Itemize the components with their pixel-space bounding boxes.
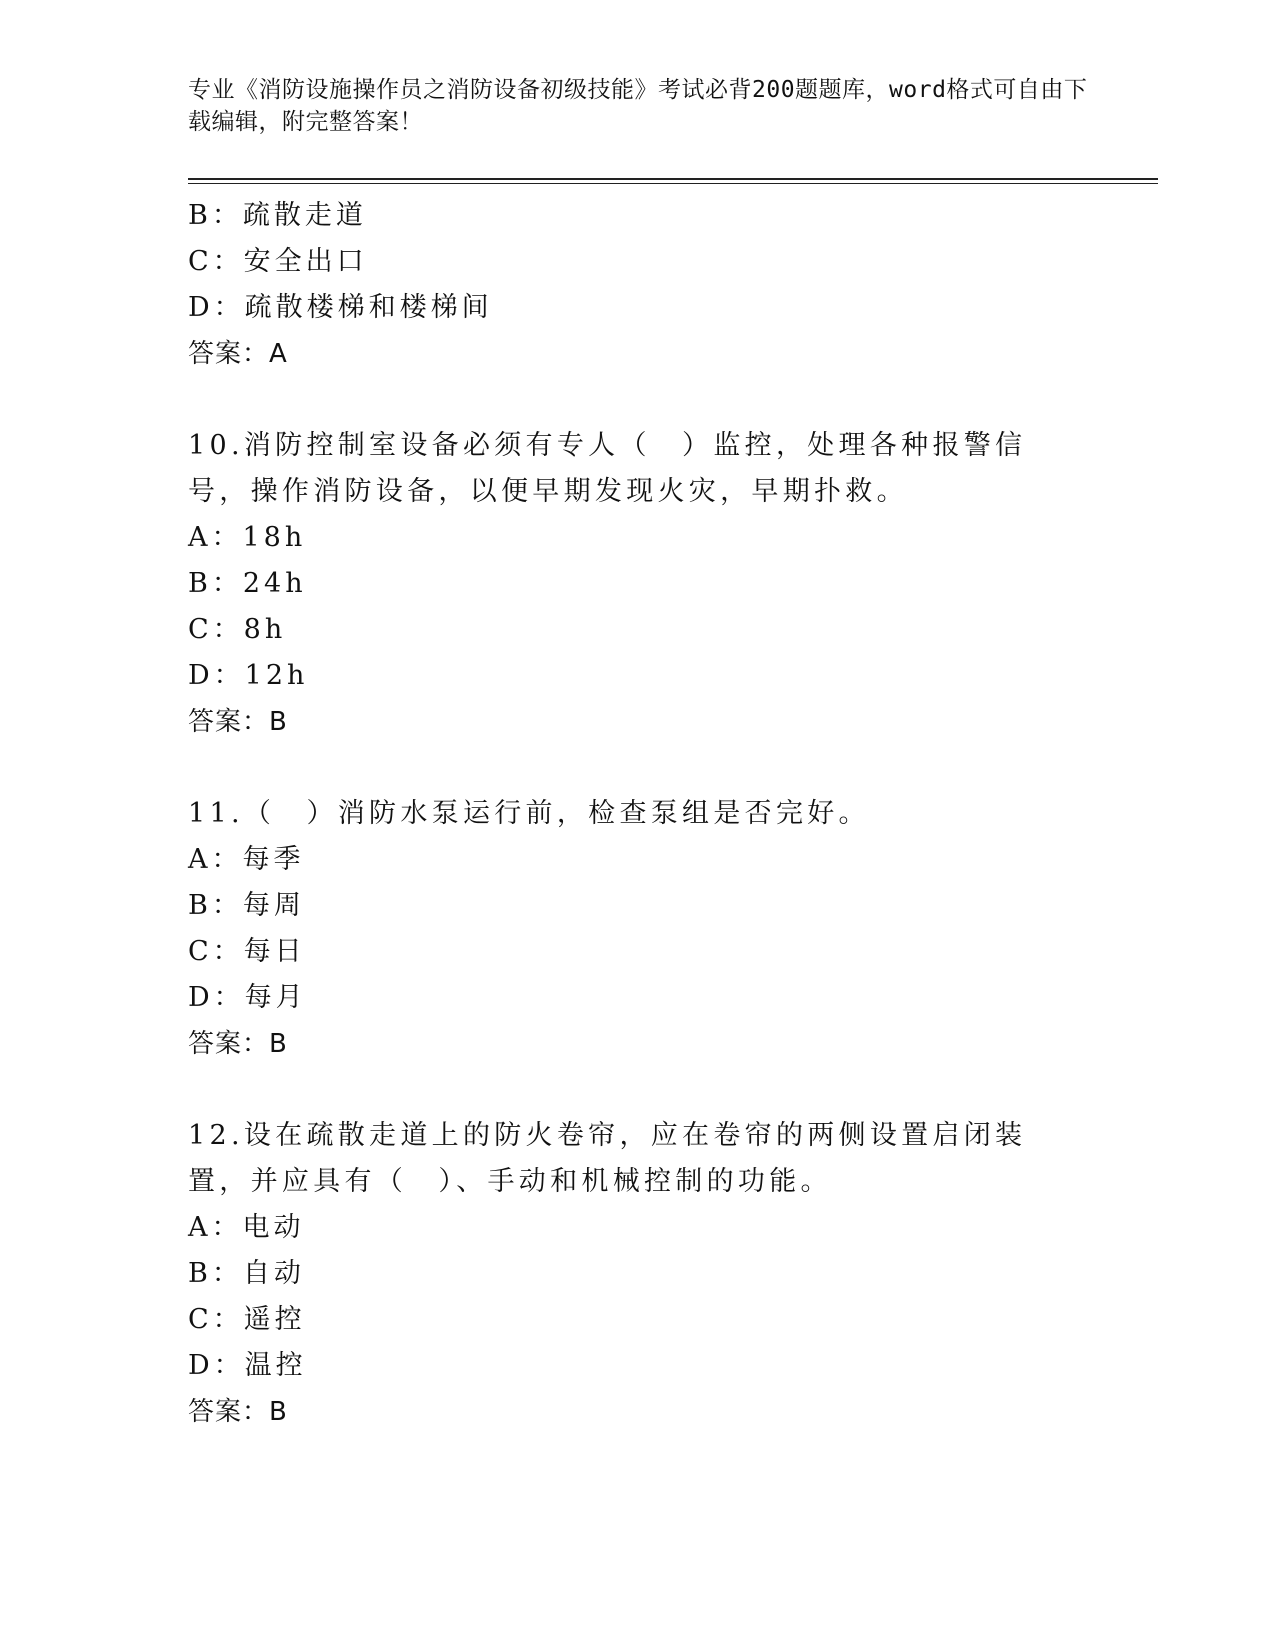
option-a: A：18h [188,522,307,553]
option-d: D：疏散楼梯和楼梯间 [188,292,493,323]
option-a: A：电动 [188,1212,305,1243]
question-block-11 [188,791,1088,1067]
question-block-9 [188,193,1088,377]
header-divider-thin [188,183,1158,184]
answer-line: 答案：B [188,1397,288,1427]
question-text: 10.消防控制室设备必须有专人（ ）监控，处理各种报警信号，操作消防设备，以便早期发现火灾，早期扑救。 [188,430,1027,507]
question-text: 12.设在疏散走道上的防火卷帘，应在卷帘的两侧设置启闭装置，并应具有（ ）、手动和机械控制的功能。 [188,1120,1027,1197]
option-b: B：24h [188,568,307,599]
question-text: 11.（ ）消防水泵运行前，检查泵组是否完好。 [188,798,870,829]
question-block-10 [188,423,1088,745]
option-c: C：8h [188,614,287,645]
answer-line: 答案：B [188,707,288,737]
header-text: 专业《消防设施操作员之消防设备初级技能》考试必背200题题库，word格式可自由下载编辑，附完整答案！ [188,77,1088,135]
option-c: C：遥控 [188,1304,306,1335]
option-d: D：每月 [188,982,307,1013]
option-b: B：自动 [188,1258,305,1289]
answer-line: 答案：B [188,1029,288,1059]
option-c: C：每日 [188,936,306,967]
question-block-12 [188,1113,1088,1435]
option-d: D：12h [188,660,309,691]
question-list [188,193,1088,1481]
option-d: D：温控 [188,1350,307,1381]
option-c: C：安全出口 [188,246,368,277]
option-b: B：每周 [188,890,305,921]
document-header [188,74,1088,138]
header-divider-thick [188,178,1158,180]
option-b: B：疏散走道 [188,200,367,231]
option-a: A：每季 [188,844,305,875]
answer-line: 答案：A [188,339,288,369]
